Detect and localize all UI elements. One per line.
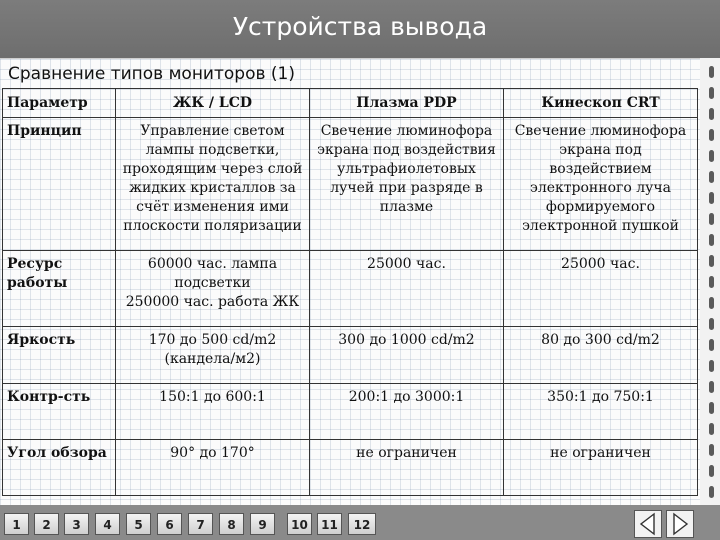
page-button-2[interactable]: 2 bbox=[34, 513, 59, 535]
cell-lcd: 90° до 170° bbox=[116, 440, 310, 496]
column-header-crt: Кинескоп CRT bbox=[504, 89, 698, 118]
binding-ring bbox=[709, 255, 714, 267]
comparison-table bbox=[2, 88, 698, 496]
binding-ring bbox=[709, 402, 714, 414]
previous-slide-button[interactable] bbox=[634, 510, 662, 538]
binding-ring bbox=[709, 171, 714, 183]
row-label: Угол обзора bbox=[3, 440, 116, 496]
next-slide-button[interactable] bbox=[666, 510, 694, 538]
binding-ring bbox=[709, 192, 714, 204]
cell-pdp: не ограничен bbox=[310, 440, 504, 496]
binding-ring bbox=[709, 444, 714, 456]
cell-crt: не ограничен bbox=[504, 440, 698, 496]
cell-lcd: Управление светом лампы подсветки, проходящим через слой жидких кристаллов за счёт изменения ими плоскости поляризации bbox=[116, 118, 310, 251]
page-button-5[interactable]: 5 bbox=[126, 513, 151, 535]
binding-ring bbox=[709, 66, 714, 78]
row-label: Принцип bbox=[3, 118, 116, 251]
cell-pdp: Свечение люминофора экрана под воздействия ультрафиолетовых лучей при разряде в плазме bbox=[310, 118, 504, 251]
column-header-pdp: Плазма PDP bbox=[310, 89, 504, 118]
binding-ring bbox=[709, 108, 714, 120]
binding-ring bbox=[709, 234, 714, 246]
row-label: Яркость bbox=[3, 327, 116, 384]
row-label: Ресурс работы bbox=[3, 251, 116, 327]
cell-lcd: 150:1 до 600:1 bbox=[116, 384, 310, 440]
binding-ring bbox=[709, 339, 714, 351]
binding-ring bbox=[709, 381, 714, 393]
page-button-4[interactable]: 4 bbox=[95, 513, 120, 535]
spiral-binding bbox=[700, 58, 720, 505]
page-button-6[interactable]: 6 bbox=[157, 513, 182, 535]
triangle-left-icon bbox=[635, 511, 661, 537]
slide-header bbox=[0, 0, 720, 58]
binding-ring bbox=[709, 150, 714, 162]
page-button-11[interactable]: 11 bbox=[317, 513, 342, 535]
cell-lcd bbox=[116, 251, 310, 327]
page-button-10[interactable]: 10 bbox=[287, 513, 312, 535]
cell-pdp: 200:1 до 3000:1 bbox=[310, 384, 504, 440]
cell-lcd: 170 до 500 cd/m2 (кандела/м2) bbox=[116, 327, 310, 384]
binding-ring bbox=[709, 486, 714, 498]
cell-pdp: 25000 час. bbox=[310, 251, 504, 327]
cell-pdp: 300 до 1000 cd/m2 bbox=[310, 327, 504, 384]
column-header-parameter: Параметр bbox=[3, 89, 116, 118]
page-button-1[interactable]: 1 bbox=[4, 513, 29, 535]
cell-crt: 25000 час. bbox=[504, 251, 698, 327]
row-label: Контр-сть bbox=[3, 384, 116, 440]
binding-ring bbox=[709, 129, 714, 141]
table-row bbox=[3, 327, 698, 384]
binding-ring bbox=[709, 213, 714, 225]
binding-ring bbox=[709, 276, 714, 288]
binding-ring bbox=[709, 297, 714, 309]
cell-crt: 80 до 300 cd/m2 bbox=[504, 327, 698, 384]
table-title: Сравнение типов мониторов (1) bbox=[8, 64, 295, 84]
page-button-8[interactable]: 8 bbox=[219, 513, 244, 535]
column-header-lcd: ЖК / LCD bbox=[116, 89, 310, 118]
table-row bbox=[3, 440, 698, 496]
table-row bbox=[3, 251, 698, 327]
binding-ring bbox=[709, 87, 714, 99]
binding-ring bbox=[709, 318, 714, 330]
slide-title: Устройства вывода bbox=[232, 12, 488, 41]
table-header-row bbox=[3, 89, 698, 118]
page-button-3[interactable]: 3 bbox=[64, 513, 89, 535]
cell-crt: 350:1 до 750:1 bbox=[504, 384, 698, 440]
triangle-right-icon bbox=[667, 511, 693, 537]
binding-ring bbox=[709, 360, 714, 372]
cell-lcd-line: 250000 час. работа ЖК bbox=[125, 294, 300, 310]
table-row bbox=[3, 384, 698, 440]
binding-ring bbox=[709, 465, 714, 477]
cell-lcd-line: 60000 час. лампа подсветки bbox=[147, 256, 278, 291]
table-row bbox=[3, 118, 698, 251]
cell-crt: Свечение люминофора экрана под воздействием электронного луча формируемого электронной пушкой bbox=[504, 118, 698, 251]
binding-ring bbox=[709, 423, 714, 435]
page-button-7[interactable]: 7 bbox=[188, 513, 213, 535]
page-button-12[interactable]: 12 bbox=[348, 513, 376, 535]
page-button-9[interactable]: 9 bbox=[250, 513, 275, 535]
